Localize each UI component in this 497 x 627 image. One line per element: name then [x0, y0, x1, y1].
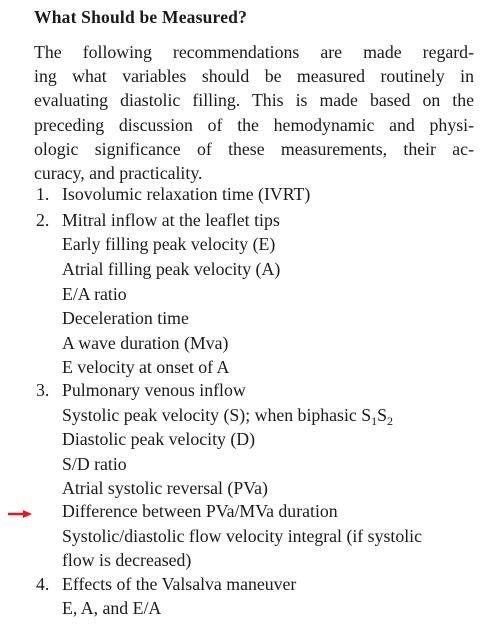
list-item-text: Isovolumic relaxation time (IVRT) [62, 184, 311, 204]
sub-item-continuation: flow is decreased) [62, 550, 192, 570]
list-item-text: Pulmonary venous inflow [62, 380, 246, 400]
sub-item-highlighted: Difference between PVa/MVa duration [62, 501, 338, 521]
list-number: 4. [36, 574, 50, 594]
list-item-text: Mitral inflow at the leaflet tips [62, 210, 280, 230]
intro-line: evaluating diastolic filling. This is made based on the [34, 90, 474, 111]
intro-line: ing what variables should be measured routinely in [34, 66, 474, 87]
sub-item: S/D ratio [62, 454, 127, 474]
sub-item: E velocity at onset of A [62, 357, 230, 377]
sub-item: Early filling peak velocity (E) [62, 234, 276, 254]
list-number: 1. [36, 184, 50, 204]
sub-item: Diastolic peak velocity (D) [62, 429, 256, 449]
sub-item: Systolic/diastolic flow velocity integral (if systolic [62, 526, 423, 546]
intro-paragraph [34, 40, 474, 185]
section-heading: What Should be Measured? [34, 7, 248, 27]
sub-item: Deceleration time [62, 308, 189, 328]
sub-item: Atrial filling peak velocity (A) [62, 259, 281, 279]
list-item-3 [36, 380, 246, 401]
list-item-1 [36, 184, 310, 205]
subscript: 1 [371, 414, 378, 428]
sub-item [62, 405, 393, 426]
intro-line: ologic significance of these measurements, their ac- [34, 138, 474, 159]
list-number: 2. [36, 210, 50, 230]
sub-item-text: Systolic peak velocity (S); when biphasic S [62, 405, 372, 425]
list-item-text: Effects of the Valsalva maneuver [62, 574, 297, 594]
intro-line: The following recommendations are made regard- [34, 42, 474, 62]
sub-item: E/A ratio [62, 284, 127, 304]
sub-item: Atrial systolic reversal (PVa) [62, 478, 268, 498]
sub-item-text: S [377, 405, 388, 425]
intro-line: preceding discussion of the hemodynamic and physi- [34, 114, 474, 135]
subscript: 2 [387, 414, 394, 428]
list-item-2 [36, 210, 280, 231]
sub-item: A wave duration (Mva) [62, 333, 229, 353]
list-item-4 [36, 574, 296, 595]
intro-line: curacy, and practicality. [34, 163, 203, 184]
sub-item: E, A, and E/A [62, 598, 162, 618]
list-number: 3. [36, 380, 50, 400]
red-arrow-icon [8, 510, 32, 518]
